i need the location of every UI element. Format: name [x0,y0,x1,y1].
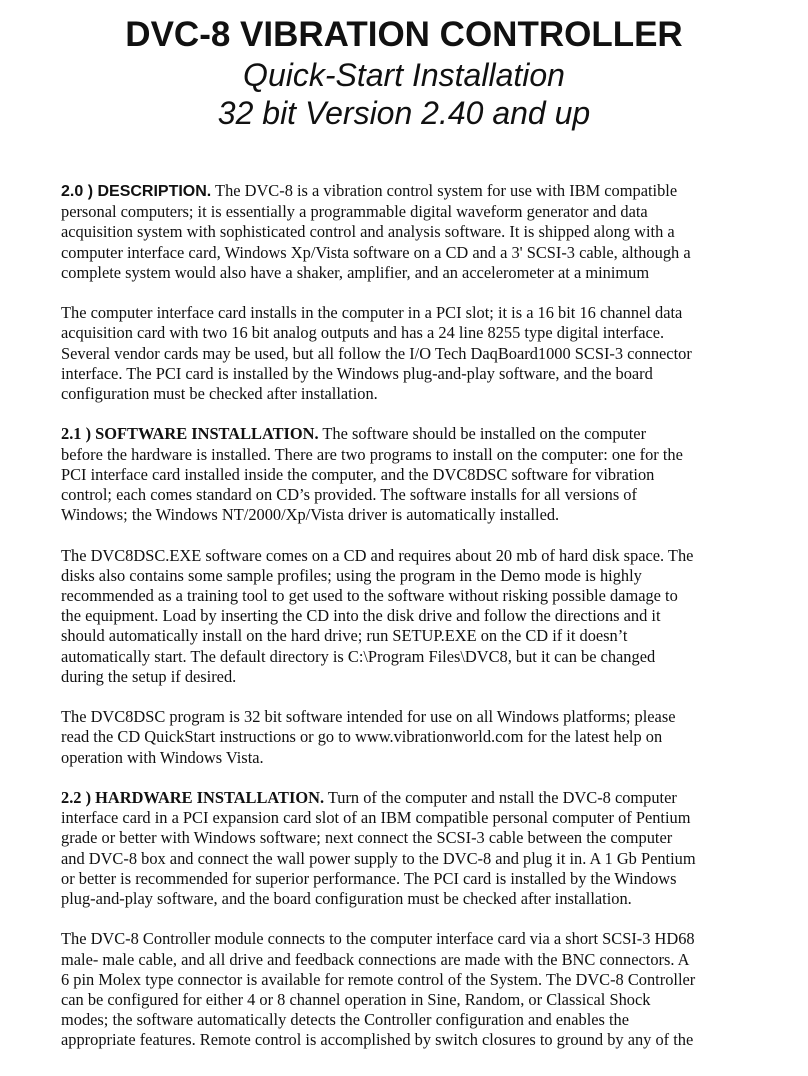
document-subtitle: Quick-Start Installation [243,57,565,93]
section-heading-hardware-installation: 2.2 ) HARDWARE INSTALLATION. [61,788,325,808]
section-text-description: The DVC-8 is a vibration control system for use with IBM compatible personal computers; it is essentially a programmable digital waveform generator and data acquisition system with sophisticated control and analysis software. It is shipped along with a computer interface card, Windows Xp/Vista software on a CD and a 3' SCSI-3 cable, although a complete system would also have a shaker, amplifier, and an accelerometer at a minimum [61,181,691,282]
paragraph-text-controller-module: The DVC-8 Controller module connects to the computer interface card via a short SCSI-3 HD68 male- male cable, and all drive and feedback connections are made with the BNC connectors. A 6 pin Molex type connector is available for remote control of the System. The DVC-8 Controller can be configured for either 4 or 8 channel operation in Sine, Random, or Classical Shock modes; the software automatically detects the Controller configuration and enables the appropriate features. Remote control is accomplished by switch closures to ground by any of the [61,929,696,1050]
paragraph-dvc8dsc-exe [61,546,751,687]
paragraph-controller-module [61,929,751,1050]
title-block [0,14,808,132]
document-version: 32 bit Version 2.40 and up [217,95,591,131]
section-hardware-installation [61,788,751,909]
section-heading-description: 2.0 ) DESCRIPTION. [61,183,212,200]
paragraph-text-32bit-software: The DVC8DSC program is 32 bit software intended for use on all Windows platforms; please read the CD QuickStart instructions or go to www.vibrationworld.com for the latest help on operation with Windows Vista. [61,707,676,767]
paragraph-text-dvc8dsc-exe: The DVC8DSC.EXE software comes on a CD and requires about 20 mb of hard disk space. The disks also contains some sample profiles; using the program in the Demo mode is highly recommended as a training tool to get used to the software without risking possible damage to the equipment. Load by inserting the CD into the disk drive and follow the directions and it should automatically install on the hard drive; run SETUP.EXE on the CD if it doesn’t automatically start. The default directory is C:\Program Files\DVC8, but it can be changed during the setup if desired. [61,545,694,686]
paragraph-32bit-software [61,707,751,768]
document-body [61,181,751,1071]
section-heading-software-installation: 2.1 ) SOFTWARE INSTALLATION. [61,424,319,444]
section-software-installation [61,424,751,525]
document-title: DVC-8 VIBRATION CONTROLLER [125,15,683,54]
section-text-hardware-installation: Turn of the computer and nstall the DVC-8 computer interface card in a PCI expansion card slot of an IBM compatible personal computer of Pentium grade or better with Windows software; next connect the SCSI-3 cable between the computer and DVC-8 box and connect the wall power supply to the DVC-8 and plug it in. A 1 Gb Pentium or better is recommended for superior performance. The PCI card is installed by the Windows plug-and-play software, and the board configuration must be checked after installation. [61,788,696,909]
paragraph-interface-card [61,303,751,404]
section-description [61,181,751,283]
section-text-software-installation: The software should be installed on the computer before the hardware is installed. There are two programs to install on the computer: one for the PCI interface card installed inside the computer, and the DVC8DSC software for vibration control; each comes standard on CD’s provided. The software installs for all versions of Windows; the Windows NT/2000/Xp/Vista driver is automatically installed. [61,424,683,525]
paragraph-text-interface-card: The computer interface card installs in the computer in a PCI slot; it is a 16 bit 16 channel data acquisition card with two 16 bit analog outputs and has a 24 line 8255 type digital interface. Several vendor cards may be used, but all follow the I/O Tech DaqBoard1000 SCSI-3 connector interface. The PCI card is installed by the Windows plug-and-play software, and the board configuration must be checked after installation. [61,303,692,404]
